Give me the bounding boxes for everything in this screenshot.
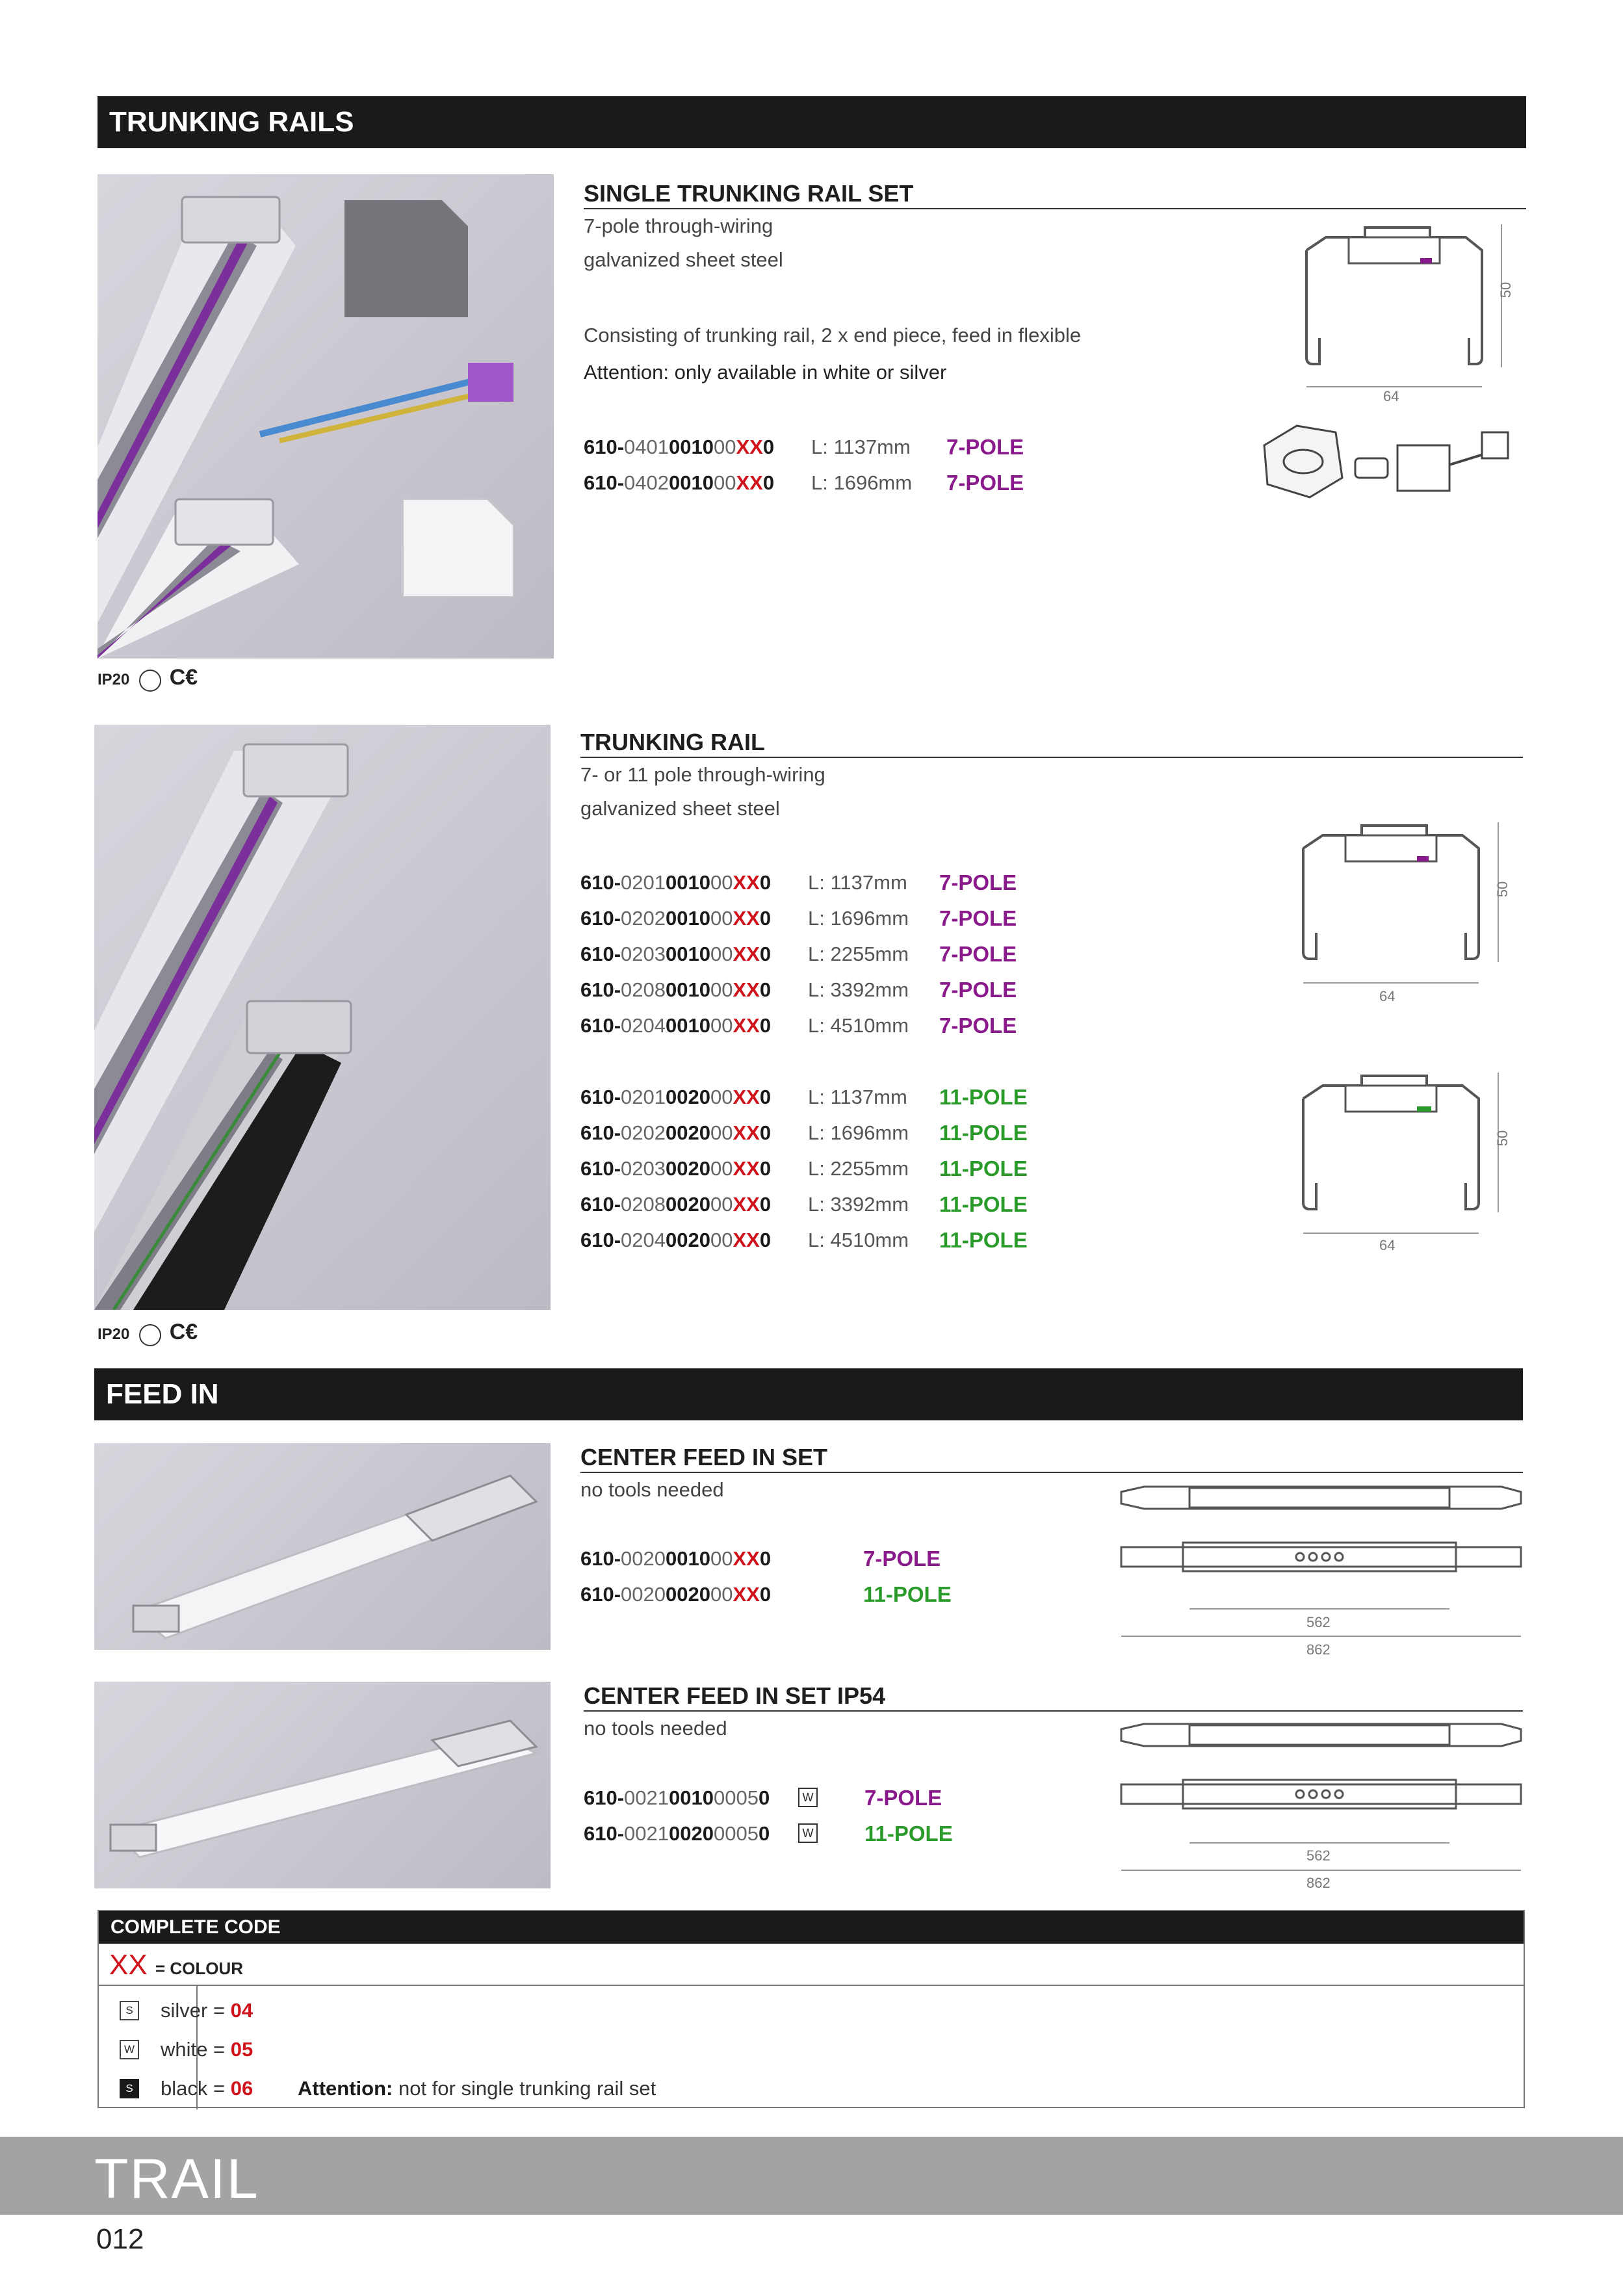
order-code-row: 610-0203002000XX0 L: 2255mm 11-POLE [580, 1156, 1028, 1181]
dimension-outer-length: 862 [1306, 1641, 1331, 1658]
product-photo-center-feed-ip54 [94, 1682, 551, 1888]
product-photo-center-feed [94, 1443, 551, 1650]
spec-line: galvanized sheet steel [584, 248, 783, 271]
rail-illustration [94, 725, 551, 1310]
colour-box-white: W [798, 1823, 818, 1843]
brand-name: TRAIL [94, 2148, 259, 2210]
attention-note: Attention: only available in white or silver [584, 361, 947, 384]
spec-line: no tools needed [580, 1478, 724, 1501]
certification-marks: IP20 C€ [97, 665, 198, 692]
product-photo-trunking-rail [94, 725, 551, 1310]
spec-line: 7- or 11 pole through-wiring [580, 763, 825, 786]
colour-box-black: S [120, 2079, 139, 2098]
earth-symbol-icon [139, 1324, 161, 1346]
certification-marks: IP20 C€ [97, 1320, 198, 1346]
order-code-row: 610-0021002000050 W 11-POLE [584, 1821, 953, 1846]
order-code-row: 610-0021001000050 W 7-POLE [584, 1786, 942, 1810]
colour-box-white: W [798, 1788, 818, 1807]
feed-illustration [94, 1682, 551, 1888]
feed-illustration [94, 1443, 551, 1650]
product-title-center-feed-ip54: CENTER FEED IN SET IP54 [584, 1682, 1523, 1712]
order-code-row: 610-0203001000XX0 L: 2255mm 7-POLE [580, 942, 1017, 966]
page-number: 012 [96, 2223, 144, 2255]
colour-option-white: white = 05 [161, 2038, 253, 2061]
order-code-row: 610-0020001000XX0 7-POLE [580, 1546, 941, 1571]
complete-code-header: COMPLETE CODE [99, 1911, 1524, 1944]
order-code-row: 610-0208002000XX0 L: 3392mm 11-POLE [580, 1192, 1028, 1216]
order-code-row: 610-0204001000XX0 L: 4510mm 7-POLE [580, 1013, 1017, 1037]
order-code-row: 610-0401001000XX0 L: 1137mm 7-POLE [584, 435, 1024, 459]
spec-line: galvanized sheet steel [580, 797, 780, 820]
end-piece-and-feed-drawing [1258, 419, 1518, 523]
dimension-height: 50 [1494, 881, 1511, 898]
ce-mark-icon: C€ [169, 1320, 198, 1344]
section-header-trunking-rails [97, 96, 1526, 148]
rail-profile-drawing-11-pole [1290, 1063, 1505, 1251]
complete-code-table [97, 1910, 1525, 2108]
order-code-row: 610-0208001000XX0 L: 3392mm 7-POLE [580, 978, 1017, 1002]
earth-symbol-icon [139, 670, 161, 692]
ce-mark-icon: C€ [169, 665, 198, 690]
order-code-row: 610-0202002000XX0 L: 1696mm 11-POLE [580, 1121, 1028, 1145]
dimension-inner-length: 562 [1306, 1847, 1331, 1864]
spec-line: 7-pole through-wiring [584, 215, 773, 237]
dimension-width: 64 [1383, 388, 1399, 404]
order-code-row: 610-0020002000XX0 11-POLE [580, 1582, 952, 1606]
feed-in-technical-drawing [1118, 1723, 1524, 1892]
black-attention-note: Attention: not for single trunking rail set [298, 2077, 656, 2100]
footer-band [0, 2137, 1623, 2215]
dimension-inner-length: 562 [1306, 1614, 1331, 1630]
dimension-width: 64 [1379, 988, 1396, 1004]
dimension-height: 50 [1494, 1130, 1511, 1147]
order-code-row: 610-0201002000XX0 L: 1137mm 11-POLE [580, 1085, 1028, 1109]
colour-box-silver: S [120, 2001, 139, 2020]
dimension-outer-length: 862 [1306, 1875, 1331, 1891]
rail-illustration [97, 174, 554, 659]
spec-line: no tools needed [584, 1717, 727, 1740]
product-title-trunking-rail: TRUNKING RAIL [580, 728, 1523, 758]
section-header-feed-in [94, 1368, 1523, 1420]
section-title: FEED IN [106, 1378, 219, 1410]
order-code-row: 610-0201001000XX0 L: 1137mm 7-POLE [580, 870, 1017, 894]
set-contents: Consisting of trunking rail, 2 x end piece, feed in flexible [584, 324, 1082, 346]
rail-profile-drawing-7-pole [1290, 813, 1505, 1001]
order-code-row: 610-0204002000XX0 L: 4510mm 11-POLE [580, 1228, 1028, 1252]
order-code-row: 610-0402001000XX0 L: 1696mm 7-POLE [584, 471, 1024, 495]
colour-option-black: black = 06 [161, 2077, 253, 2100]
colour-box-white: W [120, 2040, 139, 2059]
product-title-center-feed: CENTER FEED IN SET [580, 1443, 1523, 1473]
product-title-single-set: SINGLE TRUNKING RAIL SET [584, 179, 1526, 209]
colour-code-key: XX = COLOUR [99, 1944, 1524, 1986]
rail-profile-drawing [1293, 211, 1508, 406]
section-title: TRUNKING RAILS [109, 106, 354, 138]
dimension-height: 50 [1498, 281, 1514, 298]
product-photo-single-set [97, 174, 554, 659]
colour-option-silver: silver = 04 [161, 1999, 253, 2022]
dimension-width: 64 [1379, 1237, 1396, 1253]
order-code-row: 610-0202001000XX0 L: 1696mm 7-POLE [580, 906, 1017, 930]
